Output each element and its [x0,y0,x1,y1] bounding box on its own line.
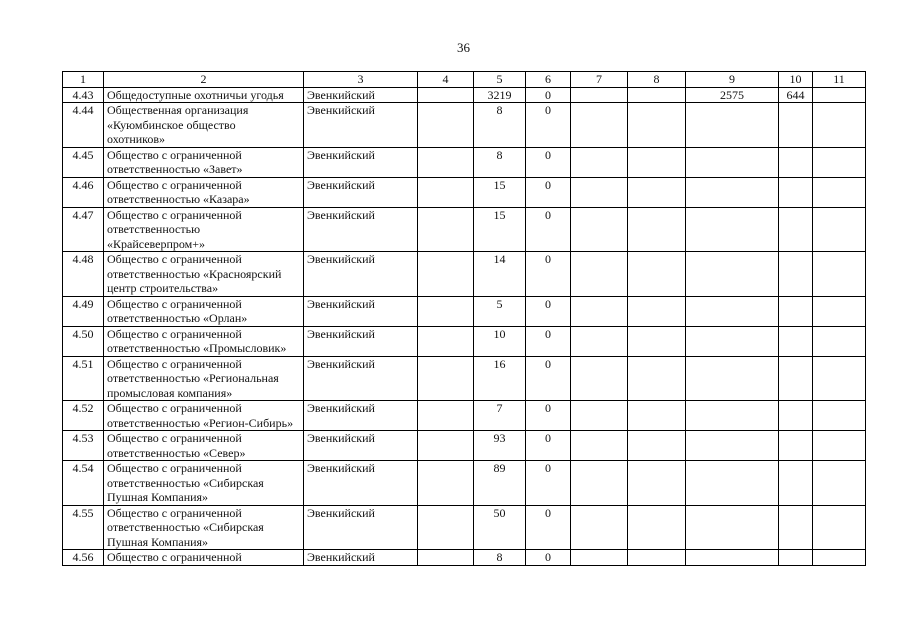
column-4-cell [418,177,474,207]
column-10-value [779,550,813,566]
organization-name [104,103,304,148]
column-9-value [686,356,779,401]
column-header-8: 8 [628,72,686,88]
organization-name-line: ответственностью «Красноярский [107,266,282,281]
column-8-cell [628,296,686,326]
table-row [63,431,866,461]
organization-name-line: Общественная организация [107,103,249,117]
district-name: Эвенкийский [304,147,418,177]
organization-name-line: Общество с ограниченной [107,550,242,564]
table-row [63,461,866,506]
organization-name-line: Общедоступные охотничьи угодья [107,87,284,102]
row-number: 4.53 [63,431,104,461]
column-8-cell [628,207,686,252]
row-number: 4.55 [63,505,104,550]
column-10-value [779,147,813,177]
row-number: 4.43 [63,87,104,103]
organization-name-line: Общество с ограниченной [107,252,242,266]
column-5-value: 16 [474,356,526,401]
row-number: 4.46 [63,177,104,207]
organization-name-line: Общество с ограниченной [107,401,242,415]
column-9-value [686,252,779,297]
column-9-value [686,401,779,431]
column-11-cell [813,461,866,506]
column-6-value: 0 [526,177,571,207]
column-7-cell [571,401,628,431]
column-7-cell [571,103,628,148]
organization-name-line: «Крайсеверпром+» [107,236,206,251]
column-8-cell [628,505,686,550]
column-10-value [779,326,813,356]
column-10-value [779,296,813,326]
column-7-cell [571,296,628,326]
column-9-value [686,461,779,506]
organization-name-line: ответственностью «Промысловик» [107,341,287,355]
organization-name-line: Общество с ограниченной [107,326,242,341]
column-5-value: 5 [474,296,526,326]
table-row [63,252,866,297]
column-11-cell [813,431,866,461]
column-10-value: 644 [779,87,813,103]
organization-name-line: ответственностью «Сибирская [107,475,264,490]
column-6-value: 0 [526,103,571,148]
table-row [63,401,866,431]
column-9-value [686,505,779,550]
hunting-grounds-table [62,71,866,566]
column-7-cell [571,431,628,461]
district-name: Эвенкийский [304,177,418,207]
organization-name [104,87,304,103]
column-10-value [779,461,813,506]
column-4-cell [418,401,474,431]
organization-name-line: Общество с ограниченной [107,207,242,222]
row-number: 4.51 [63,356,104,401]
organization-name [104,296,304,326]
column-5-value: 15 [474,177,526,207]
organization-name-line: Общество с ограниченной [107,431,242,445]
column-4-cell [418,296,474,326]
column-7-cell [571,147,628,177]
column-9-value [686,177,779,207]
column-6-value: 0 [526,505,571,550]
organization-name-line: ответственностью «Орлан» [107,311,248,325]
column-11-cell [813,401,866,431]
organization-name-line: охотников» [107,132,166,146]
organization-name-line: Пушная Компания» [107,490,209,504]
organization-name-line: ответственностью [107,222,201,236]
column-11-cell [813,207,866,252]
column-11-cell [813,505,866,550]
column-7-cell [571,87,628,103]
row-number: 4.52 [63,401,104,431]
header-row [63,72,866,88]
organization-name-line: ответственностью «Казара» [107,192,250,206]
column-header-11: 11 [813,72,866,88]
district-name: Эвенкийский [304,356,418,401]
column-5-value: 89 [474,461,526,506]
column-6-value: 0 [526,461,571,506]
column-10-value [779,505,813,550]
organization-name-line: Пушная Компания» [107,534,209,549]
column-4-cell [418,87,474,103]
table-row [63,147,866,177]
column-4-cell [418,252,474,297]
column-header-3: 3 [304,72,418,88]
column-8-cell [628,461,686,506]
column-7-cell [571,461,628,506]
column-6-value: 0 [526,207,571,252]
organization-name [104,356,304,401]
column-7-cell [571,550,628,566]
column-header-1: 1 [63,72,104,88]
column-header-5: 5 [474,72,526,88]
column-6-value: 0 [526,252,571,297]
district-name: Эвенкийский [304,296,418,326]
column-8-cell [628,147,686,177]
district-name: Эвенкийский [304,550,418,566]
organization-name [104,461,304,506]
column-5-value: 15 [474,207,526,252]
organization-name-line: ответственностью «Север» [107,445,246,460]
district-name: Эвенкийский [304,326,418,356]
column-8-cell [628,431,686,461]
district-name: Эвенкийский [304,103,418,148]
column-4-cell [418,461,474,506]
organization-name [104,147,304,177]
organization-name [104,326,304,356]
column-6-value: 0 [526,431,571,461]
column-9-value [686,296,779,326]
column-5-value: 8 [474,550,526,566]
column-6-value: 0 [526,550,571,566]
row-number: 4.48 [63,252,104,297]
organization-name [104,252,304,297]
column-11-cell [813,103,866,148]
district-name: Эвенкийский [304,207,418,252]
table-row [63,87,866,103]
organization-name [104,550,304,566]
column-7-cell [571,326,628,356]
organization-name-line: ответственностью «Сибирская [107,520,264,534]
table-row [63,326,866,356]
column-7-cell [571,356,628,401]
organization-name [104,177,304,207]
column-6-value: 0 [526,356,571,401]
column-9-value [686,147,779,177]
column-11-cell [813,326,866,356]
table-row [63,296,866,326]
column-9-value [686,207,779,252]
column-5-value: 7 [474,401,526,431]
column-8-cell [628,550,686,566]
column-4-cell [418,207,474,252]
organization-name [104,505,304,550]
column-8-cell [628,356,686,401]
table-body [63,87,866,565]
organization-name-line: Общество с ограниченной [107,296,242,311]
district-name: Эвенкийский [304,505,418,550]
table-row [63,103,866,148]
column-4-cell [418,147,474,177]
column-10-value [779,431,813,461]
column-header-4: 4 [418,72,474,88]
district-name: Эвенкийский [304,252,418,297]
organization-name [104,431,304,461]
column-5-value: 8 [474,103,526,148]
column-11-cell [813,87,866,103]
column-11-cell [813,252,866,297]
column-7-cell [571,505,628,550]
column-6-value: 0 [526,87,571,103]
table-row [63,505,866,550]
column-10-value [779,401,813,431]
column-5-value: 93 [474,431,526,461]
district-name: Эвенкийский [304,431,418,461]
column-5-value: 50 [474,505,526,550]
column-header-10: 10 [779,72,813,88]
column-7-cell [571,177,628,207]
row-number: 4.45 [63,147,104,177]
column-header-6: 6 [526,72,571,88]
organization-name-line: ответственностью «Региональная [107,371,279,385]
column-header-9: 9 [686,72,779,88]
column-9-value [686,326,779,356]
column-10-value [779,356,813,401]
column-10-value [779,103,813,148]
column-5-value: 14 [474,252,526,297]
page-number: 36 [457,40,470,55]
table-row [63,356,866,401]
column-5-value: 8 [474,147,526,177]
column-4-cell [418,103,474,148]
organization-name-line: центр строительства» [107,281,219,295]
organization-name-line: «Куюмбинское общество [107,117,236,132]
column-9-value [686,103,779,148]
row-number: 4.56 [63,550,104,566]
column-5-value: 10 [474,326,526,356]
column-6-value: 0 [526,147,571,177]
column-4-cell [418,356,474,401]
column-11-cell [813,356,866,401]
organization-name-line: Общество с ограниченной [107,177,242,192]
table-header [63,72,866,88]
organization-name [104,207,304,252]
column-11-cell [813,296,866,326]
row-number: 4.54 [63,461,104,506]
column-8-cell [628,401,686,431]
column-11-cell [813,147,866,177]
column-8-cell [628,326,686,356]
column-8-cell [628,103,686,148]
organization-name-line: ответственностью «Завет» [107,162,243,176]
district-name: Эвенкийский [304,401,418,431]
table-row [63,207,866,252]
column-5-value: 3219 [474,87,526,103]
row-number: 4.44 [63,103,104,148]
organization-name-line: ответственностью «Регион-Сибирь» [107,415,294,430]
organization-name-line: Общество с ограниченной [107,461,242,475]
table-row [63,550,866,566]
column-6-value: 0 [526,296,571,326]
column-6-value: 0 [526,401,571,431]
column-11-cell [813,550,866,566]
column-9-value: 2575 [686,87,779,103]
column-4-cell [418,505,474,550]
column-8-cell [628,87,686,103]
organization-name-line: Общество с ограниченной [107,147,242,162]
row-number: 4.50 [63,326,104,356]
column-4-cell [418,431,474,461]
organization-name-line: Общество с ограниченной [107,505,242,520]
column-9-value [686,431,779,461]
district-name: Эвенкийский [304,87,418,103]
column-10-value [779,207,813,252]
row-number: 4.47 [63,207,104,252]
column-10-value [779,252,813,297]
column-header-7: 7 [571,72,628,88]
column-11-cell [813,177,866,207]
organization-name-line: Общество с ограниченной [107,356,242,371]
column-8-cell [628,177,686,207]
column-6-value: 0 [526,326,571,356]
column-4-cell [418,550,474,566]
column-4-cell [418,326,474,356]
column-7-cell [571,252,628,297]
table-row [63,177,866,207]
column-10-value [779,177,813,207]
column-header-2: 2 [104,72,304,88]
column-8-cell [628,252,686,297]
district-name: Эвенкийский [304,461,418,506]
row-number: 4.49 [63,296,104,326]
column-9-value [686,550,779,566]
column-7-cell [571,207,628,252]
organization-name [104,401,304,431]
organization-name-line: промысловая компания» [107,385,233,400]
